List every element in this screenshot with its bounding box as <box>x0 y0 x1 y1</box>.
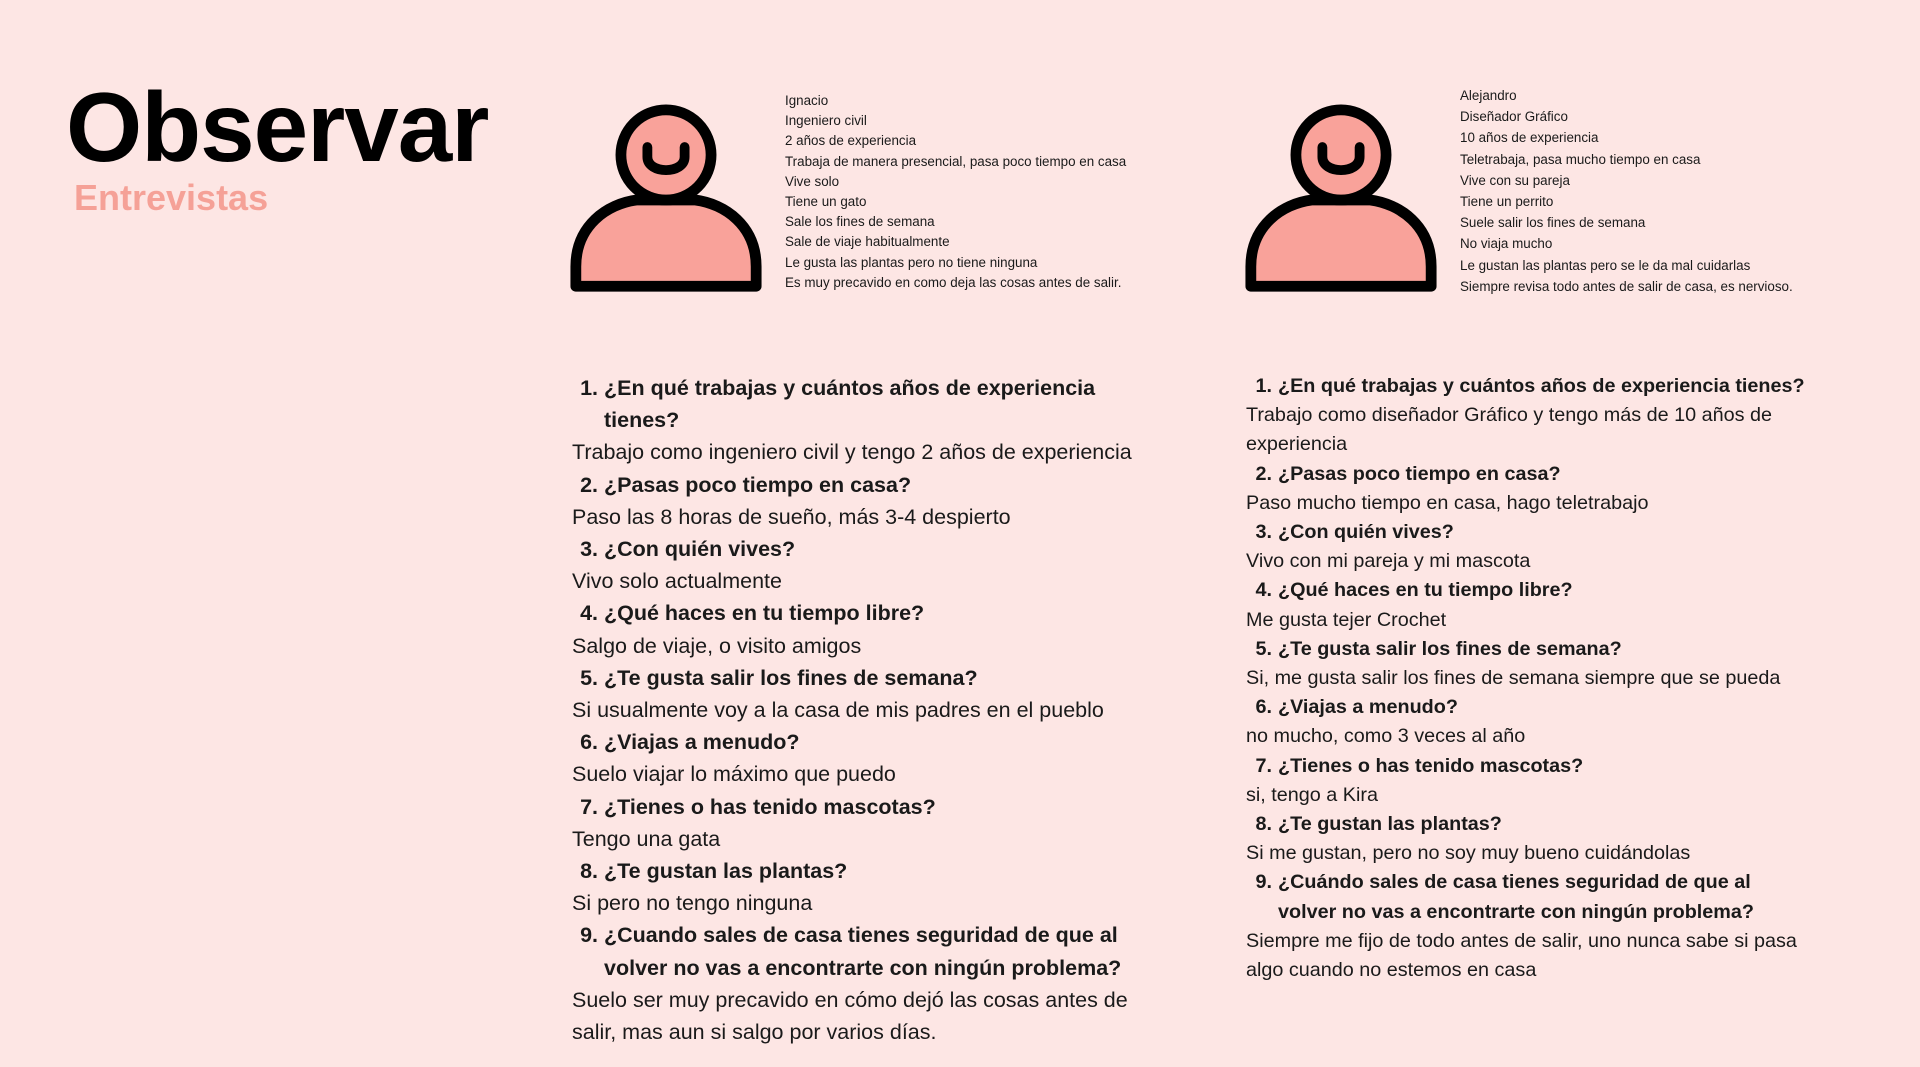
answer-text: si, tengo a Kira <box>1246 783 1378 806</box>
profile-line: Siempre revisa todo antes de salir de casa, es nervioso. <box>1460 278 1793 294</box>
answer-text: Siempre me fijo de todo antes de salir, uno nunca sabe si pasa algo cuando no estemos en casa <box>1246 929 1797 982</box>
profile-line: Sale los fines de semana <box>785 214 935 230</box>
profile-line: Trabaja de manera presencial, pasa poco tiempo en casa <box>785 153 1127 169</box>
question-number: 1. <box>580 376 598 400</box>
qa-item <box>572 597 1172 661</box>
question <box>1246 372 1806 401</box>
profile-line: No viaja mucho <box>1460 236 1553 252</box>
interviewee-profile <box>785 91 1126 293</box>
qa-item <box>572 791 1172 855</box>
profile-line: Tiene un perrito <box>1460 194 1554 210</box>
question-text: ¿Qué haces en tu tiempo libre? <box>604 601 925 626</box>
qa-item <box>572 855 1172 919</box>
question <box>1246 635 1806 664</box>
question-number: 4. <box>580 601 598 626</box>
question <box>1246 518 1806 547</box>
qa-item <box>1246 372 1806 460</box>
question-number: 6. <box>580 730 598 755</box>
qa-item <box>1246 635 1806 693</box>
question <box>1246 693 1806 722</box>
question <box>572 791 1172 823</box>
question-number: 5. <box>1255 637 1272 660</box>
question-text: ¿Qué haces en tu tiempo libre? <box>1278 579 1573 602</box>
question-text: ¿Te gusta salir los fines de semana? <box>604 665 978 690</box>
interview-questions <box>1246 372 1806 985</box>
question-text: ¿Pasas poco tiempo en casa? <box>604 472 912 497</box>
qa-item <box>572 533 1172 597</box>
profile-line: Le gustan las plantas pero se le da mal cuidarlas <box>1460 257 1751 273</box>
question-text: ¿En qué trabajas y cuántos años de experiencia tienes? <box>1278 375 1805 397</box>
answer-text: Suelo viajar lo máximo que puedo <box>572 762 896 787</box>
profile-line: Tiene un gato <box>785 194 867 210</box>
question-number: 9. <box>1255 871 1272 894</box>
qa-item <box>572 726 1172 790</box>
qa-item <box>572 662 1172 726</box>
page-subtitle: Entrevistas <box>74 177 269 218</box>
question <box>572 855 1172 887</box>
question-text: ¿Tienes o has tenido mascotas? <box>604 794 936 819</box>
question-number: 9. <box>580 923 598 948</box>
question <box>1246 576 1806 605</box>
page-title: Observar <box>66 72 489 182</box>
profile-line: 10 años de experiencia <box>1460 130 1599 146</box>
question <box>572 372 1172 436</box>
answer-text: no mucho, como 3 veces al año <box>1246 725 1526 748</box>
user-icon <box>1243 102 1439 298</box>
profile-line: Es muy precavido en como deja las cosas antes de salir. <box>785 274 1122 290</box>
answer-text: Trabajo como diseñador Gráfico y tengo más de 10 años de experiencia <box>1246 404 1772 456</box>
question <box>572 533 1172 565</box>
profile-line: Ingeniero civil <box>785 113 867 129</box>
profile-line: Suele salir los fines de semana <box>1460 215 1646 231</box>
profile-name: Alejandro <box>1460 88 1517 103</box>
qa-item <box>1246 518 1806 576</box>
question-number: 2. <box>1255 462 1272 485</box>
profile-line: Vive con su pareja <box>1460 172 1570 188</box>
interview-questions <box>572 372 1172 1048</box>
question-number: 3. <box>580 537 598 562</box>
qa-item <box>572 919 1172 1048</box>
question <box>1246 752 1806 781</box>
question-text: ¿Viajas a menudo? <box>604 730 800 755</box>
qa-item <box>572 469 1172 533</box>
answer-text: Vivo con mi pareja y mi mascota <box>1246 550 1531 573</box>
profile-line: Teletrabaja, pasa mucho tiempo en casa <box>1460 151 1701 167</box>
question <box>572 597 1172 629</box>
qa-item <box>1246 460 1806 518</box>
answer-text: Si me gustan, pero no soy muy bueno cuidándolas <box>1246 842 1691 865</box>
profile-line: Sale de viaje habitualmente <box>785 234 950 250</box>
question-text: ¿En qué trabajas y cuántos años de experiencia tienes? <box>604 376 1096 433</box>
question-text: ¿Te gustan las plantas? <box>604 859 848 884</box>
question <box>572 662 1172 694</box>
answer-text: Si pero no tengo ninguna <box>572 891 813 916</box>
profile-line: Diseñador Gráfico <box>1460 109 1568 125</box>
question <box>1246 460 1806 489</box>
qa-item <box>1246 752 1806 810</box>
question <box>572 726 1172 758</box>
question-text: ¿Con quién vives? <box>604 537 796 562</box>
answer-text: Salgo de viaje, o visito amigos <box>572 633 862 658</box>
answer-text: Paso las 8 horas de sueño, más 3-4 despierto <box>572 504 1011 529</box>
question-text: ¿Te gusta salir los fines de semana? <box>1278 637 1622 660</box>
question-text: ¿Con quién vives? <box>1278 521 1454 544</box>
user-icon <box>568 102 764 298</box>
question-text: ¿Cuándo sales de casa tienes seguridad de que al volver no vas a encontrarte con ningún problema? <box>1278 871 1754 923</box>
question-number: 4. <box>1255 579 1272 602</box>
question-number: 2. <box>580 472 598 497</box>
profile-line: Vive solo <box>785 173 840 189</box>
question <box>1246 810 1806 839</box>
answer-text: Paso mucho tiempo en casa, hago teletrabajo <box>1246 491 1649 514</box>
question-number: 3. <box>1255 521 1272 544</box>
profile-line: Le gusta las plantas pero no tiene ninguna <box>785 254 1038 270</box>
qa-item <box>1246 693 1806 751</box>
question-number: 7. <box>580 794 598 819</box>
question <box>1246 868 1806 926</box>
answer-text: Si, me gusta salir los fines de semana siempre que se pueda <box>1246 667 1781 690</box>
answer-text: Si usualmente voy a la casa de mis padres en el pueblo <box>572 698 1104 723</box>
question-number: 1. <box>1255 375 1272 397</box>
question-text: ¿Te gustan las plantas? <box>1278 813 1502 836</box>
answer-text: Tengo una gata <box>572 826 721 851</box>
qa-item <box>1246 868 1806 985</box>
profile-line: 2 años de experiencia <box>785 133 917 149</box>
question <box>572 469 1172 501</box>
interviewee-profile <box>1460 85 1793 297</box>
question-number: 8. <box>580 859 598 884</box>
qa-item <box>1246 810 1806 868</box>
question-number: 8. <box>1255 813 1272 836</box>
answer-text: Vivo solo actualmente <box>572 569 782 594</box>
question-text: ¿Tienes o has tenido mascotas? <box>1278 754 1584 777</box>
answer-text: Suelo ser muy precavido en cómo dejó las cosas antes de salir, mas aun si salgo por varios días. <box>572 987 1128 1045</box>
answer-text: Me gusta tejer Crochet <box>1246 608 1447 631</box>
question <box>572 919 1172 983</box>
question-text: ¿Viajas a menudo? <box>1278 696 1458 719</box>
question-number: 5. <box>580 665 598 690</box>
answer-text: Trabajo como ingeniero civil y tengo 2 años de experiencia <box>572 440 1132 465</box>
qa-item <box>572 372 1172 469</box>
question-text: ¿Pasas poco tiempo en casa? <box>1278 462 1561 485</box>
profile-name: Ignacio <box>785 93 829 108</box>
question-number: 6. <box>1255 696 1272 719</box>
qa-item <box>1246 576 1806 634</box>
question-number: 7. <box>1255 754 1272 777</box>
question-text: ¿Cuando sales de casa tienes seguridad de que al volver no vas a encontrarte con ningún problema? <box>604 923 1122 980</box>
